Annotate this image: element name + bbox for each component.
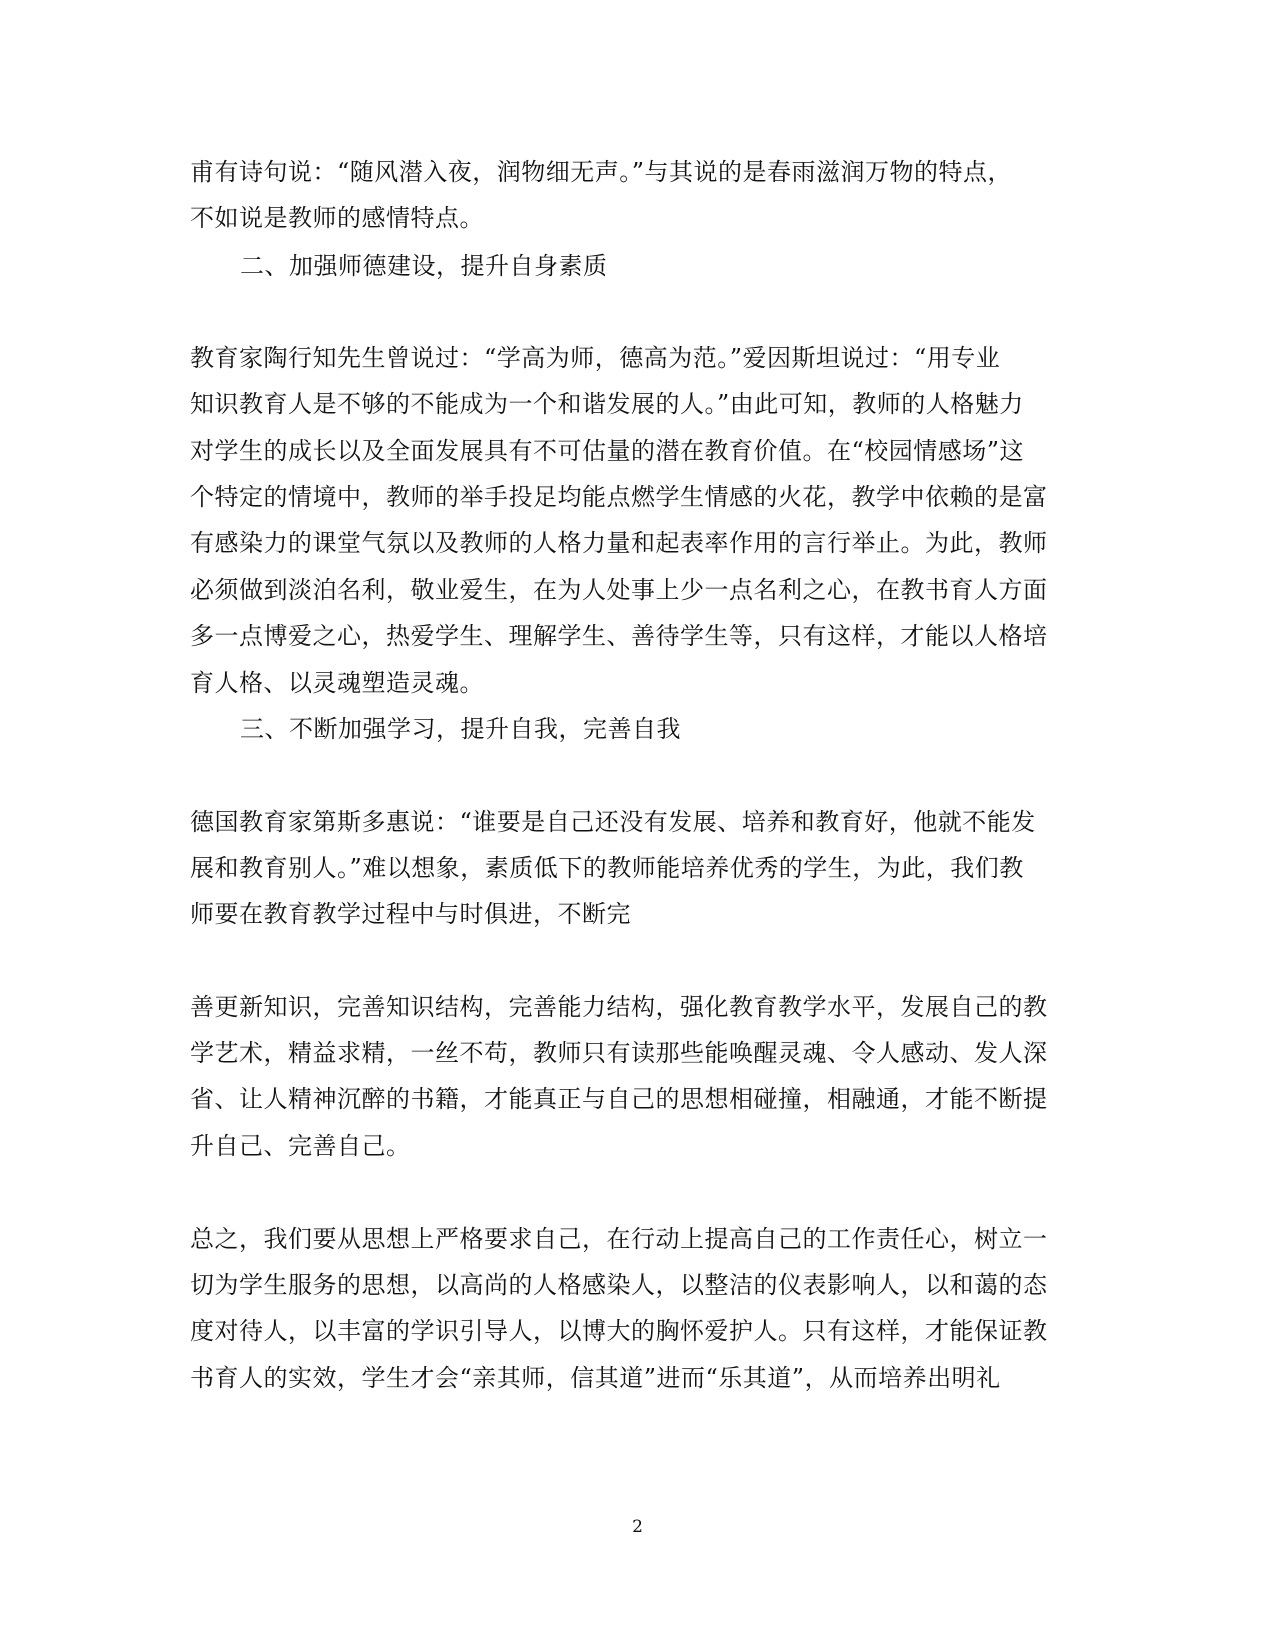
paragraph-line: 切为学生服务的思想，以高尚的人格感染人，以整洁的仪表影响人，以和蔼的态 (190, 1271, 1048, 1299)
paragraph-line: 不如说是教师的感情特点。 (190, 204, 484, 232)
paragraph-line: 个特定的情境中，教师的举手投足均能点燃学生情感的火花，教学中依赖的是富 (190, 483, 1048, 511)
paragraph-line: 度对待人，以丰富的学识引导人，以博大的胸怀爱护人。只有这样，才能保证教 (190, 1317, 1048, 1345)
paragraph-line: 德国教育家第斯多惠说：“谁要是自己还没有发展、培养和教育好，他就不能发 (190, 808, 1036, 836)
paragraph-line: 学艺术，精益求精，一丝不苟，教师只有读那些能唤醒灵魂、令人感动、发人深 (190, 1039, 1048, 1067)
paragraph-line: 总之，我们要从思想上严格要求自己，在行动上提高自己的工作责任心，树立一 (190, 1225, 1048, 1253)
section-heading: 二、加强师德建设，提升自身素质 (240, 252, 608, 280)
page-number: 2 (632, 1517, 643, 1537)
paragraph-line: 对学生的成长以及全面发展具有不可估量的潜在教育价值。在“校园情感场”这 (190, 437, 1025, 465)
paragraph-line: 省、让人精神沉醉的书籍，才能真正与自己的思想相碰撞，相融通，才能不断提 (190, 1085, 1048, 1113)
paragraph-line: 多一点博爱之心，热爱学生、理解学生、善待学生等，只有这样，才能以人格培 (190, 622, 1048, 650)
paragraph-line: 师要在教育教学过程中与时俱进，不断完 (190, 900, 631, 928)
paragraph-line: 展和教育别人。”难以想象，素质低下的教师能培养优秀的学生，为此，我们教 (190, 854, 1024, 882)
paragraph-line: 教育家陶行知先生曾说过：“学高为师，德高为范。”爱因斯坦说过：“用专业 (190, 344, 1001, 372)
paragraph-line: 书育人的实效，学生才会“亲其师，信其道”进而“乐其道”，从而培养出明礼 (190, 1364, 1001, 1392)
paragraph-line: 善更新知识，完善知识结构，完善能力结构，强化教育教学水平，发展自己的教 (190, 993, 1048, 1021)
paragraph-line: 育人格、以灵魂塑造灵魂。 (190, 669, 484, 697)
section-heading: 三、不断加强学习，提升自我，完善自我 (240, 715, 681, 743)
paragraph-line: 必须做到淡泊名利，敬业爱生，在为人处事上少一点名利之心，在教书育人方面 (190, 576, 1048, 604)
paragraph-line: 有感染力的课堂气氛以及教师的人格力量和起表率作用的言行举止。为此，教师 (190, 529, 1048, 557)
paragraph-line: 知识教育人是不够的不能成为一个和谐发展的人。”由此可知，教师的人格魅力 (190, 390, 1024, 418)
paragraph-line: 升自己、完善自己。 (190, 1132, 411, 1160)
paragraph-line: 甫有诗句说：“随风潜入夜，润物细无声。”与其说的是春雨滋润万物的特点， (190, 158, 1013, 186)
